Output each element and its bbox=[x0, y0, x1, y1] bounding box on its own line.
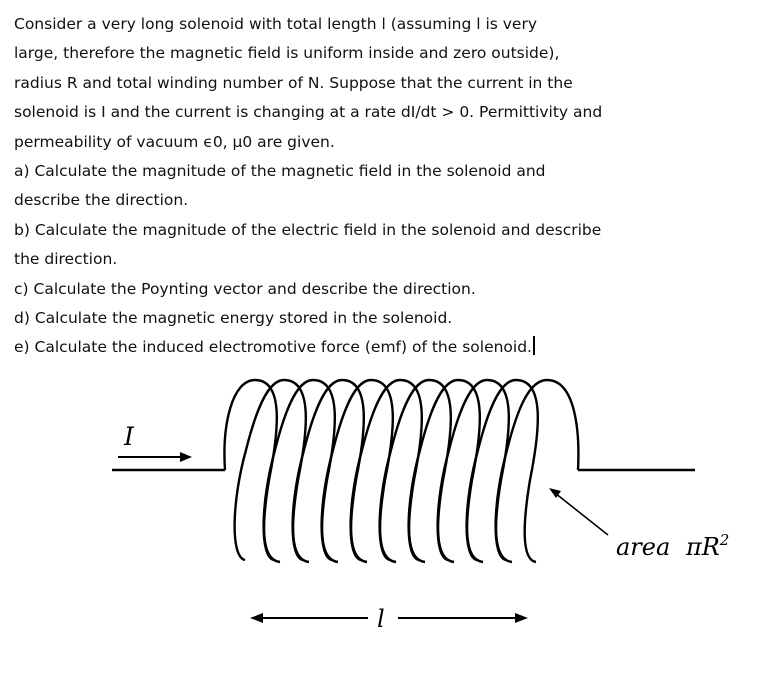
problem-line-4: solenoid is I and the current is changing at a rate dI/dt > 0. Permittivity and bbox=[14, 103, 603, 122]
part-a-line-1: a) Calculate the magnitude of the magnetic field in the solenoid and bbox=[14, 162, 546, 181]
length-arrow-left-head bbox=[250, 613, 263, 623]
length-label: l bbox=[377, 605, 385, 633]
problem-line-5: permeability of vacuum ϵ0, μ0 are given. bbox=[14, 132, 335, 151]
current-label: I bbox=[124, 422, 134, 451]
part-a-line-2: describe the direction. bbox=[14, 191, 189, 210]
part-c: c) Calculate the Poynting vector and describe the direction. bbox=[14, 279, 476, 298]
text-cursor bbox=[533, 336, 535, 355]
area-label bbox=[616, 531, 729, 561]
part-b-line-1: b) Calculate the magnitude of the electric field in the solenoid and describe bbox=[14, 220, 602, 239]
part-d: d) Calculate the magnetic energy stored in the solenoid. bbox=[14, 309, 453, 328]
solenoid-coils bbox=[224, 380, 578, 562]
area-exponent: 2 bbox=[719, 531, 730, 549]
problem-line-1: Consider a very long solenoid with total length l (assuming l is very bbox=[14, 15, 538, 33]
coil-turn bbox=[224, 380, 280, 562]
area-pointer-line bbox=[555, 493, 608, 535]
problem-text bbox=[14, 10, 774, 363]
length-arrow-right-head bbox=[515, 613, 528, 623]
problem-line-3: radius R and total winding number of N. Suppose that the current in the bbox=[14, 73, 573, 92]
part-e: e) Calculate the induced electromotive force (emf) of the solenoid. bbox=[14, 338, 532, 357]
area-formula: πR bbox=[685, 533, 720, 561]
current-arrow-head bbox=[180, 452, 192, 462]
problem-line-2: large, therefore the magnetic field is uniform inside and zero outside), bbox=[14, 44, 560, 63]
solenoid-figure bbox=[0, 365, 781, 673]
area-word: area bbox=[616, 533, 671, 561]
part-b-line-2: the direction. bbox=[14, 250, 118, 269]
part-e-line bbox=[14, 333, 774, 362]
